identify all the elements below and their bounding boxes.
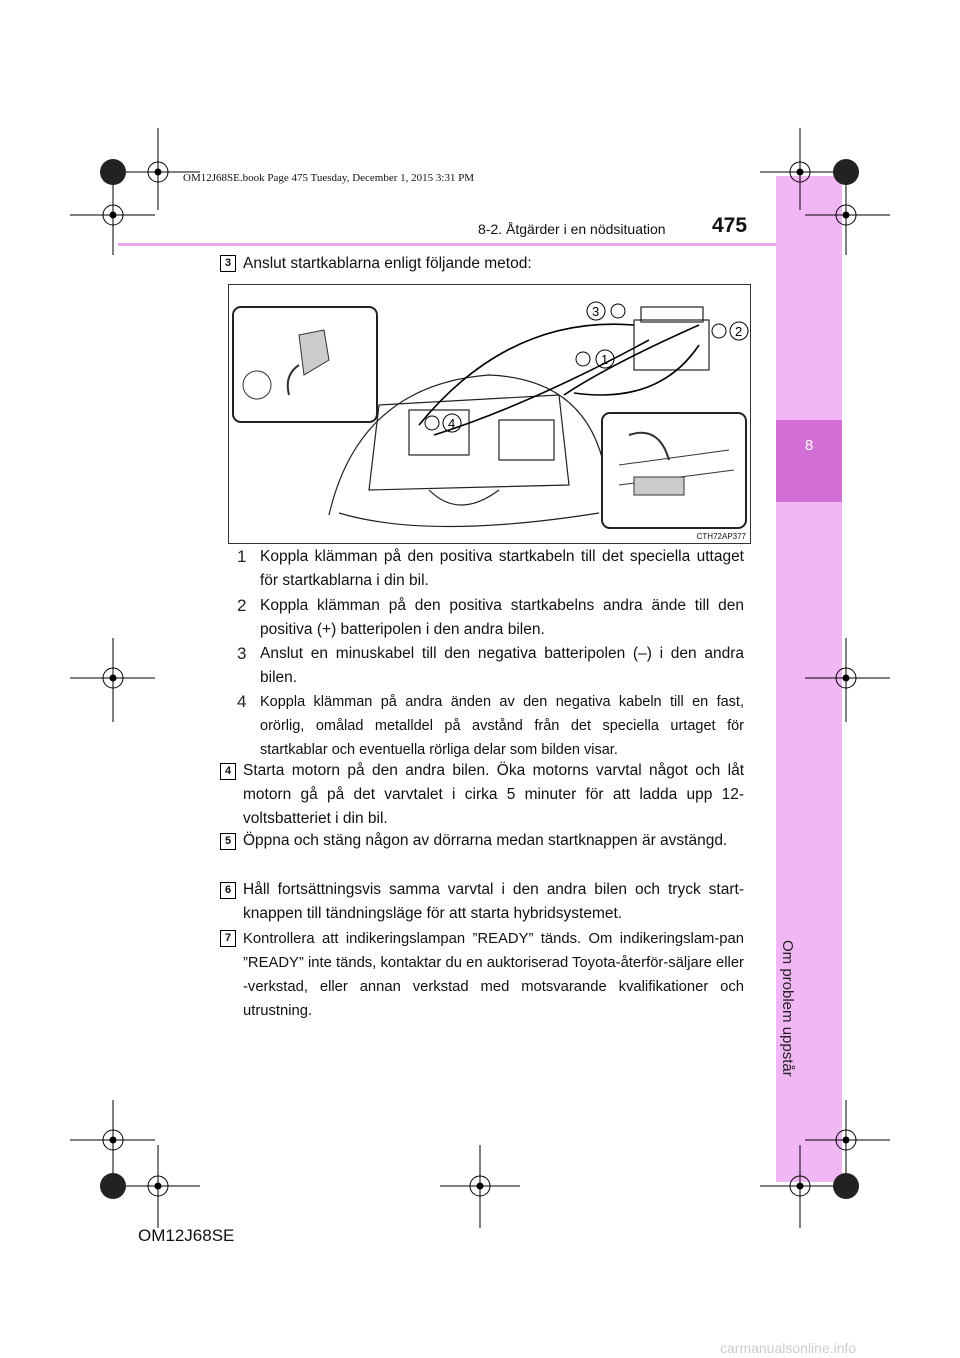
figure-code: CTH72AP377	[696, 532, 746, 541]
step-number-badge: 4	[220, 763, 236, 780]
crosshair-mark	[760, 1145, 842, 1228]
crosshair-mark	[118, 128, 200, 210]
chapter-title: Om problem uppstår	[779, 940, 796, 1077]
crosshair-mark	[805, 175, 890, 255]
callout-1	[576, 350, 614, 368]
crosshair-mark	[440, 1145, 520, 1228]
section-title: 8-2. Åtgärder i en nödsituation	[478, 221, 666, 237]
callout-3	[587, 302, 625, 320]
substep-number: 4	[237, 692, 247, 711]
page-number: 475	[712, 214, 748, 237]
svg-text:1: 1	[601, 352, 609, 367]
callout-2	[712, 322, 748, 340]
chapter-number: 8	[804, 437, 814, 454]
step-text: Öppna och stäng någon av dörrarna medan startknappen är avstängd.	[243, 832, 728, 849]
step-text: Kontrollera att indikeringslampan ”READY” tänds. Om indikeringslam-pan ”READY” inte tänds, kontaktar du en auktoriserad Toyota-återför-säljare eller -verkstad, eller annan verkstad med motsvarande kvalifikationer och utrustning.	[243, 931, 744, 1019]
step-number-badge: 7	[220, 930, 236, 947]
crosshair-mark	[70, 1100, 155, 1182]
substep-text: Koppla klämman på den positiva startkabeln till det speciella uttaget för startkablarna i din bil.	[260, 548, 744, 589]
crosshair-mark	[760, 128, 842, 210]
crosshair-mark	[805, 638, 890, 722]
substep-text: Koppla klämman på andra änden av den negativa kabeln till en fast, orörlig, omålad metalldel på avstånd från det speciella urtaget för startkablar och eventuella rörliga delar som bilden visar.	[260, 694, 744, 758]
step-number-badge: 3	[220, 255, 236, 272]
step-number-badge: 5	[220, 833, 236, 850]
crosshair-mark	[805, 1100, 890, 1182]
substep-number: 1	[237, 547, 247, 566]
crosshair-mark	[118, 1145, 200, 1228]
svg-text:4: 4	[448, 416, 456, 431]
file-stamp: OM12J68SE.book Page 475 Tuesday, December 1, 2015 3:31 PM	[183, 172, 475, 184]
substep-text: Koppla klämman på den positiva startkabelns andra ände till den positiva (+) batteripolen i den andra bilen.	[260, 597, 744, 638]
manual-code: OM12J68SE	[138, 1226, 235, 1245]
svg-text:2: 2	[735, 324, 743, 339]
step-text: Starta motorn på den andra bilen. Öka motorns varvtal något och låt motorn gå på det varvtalet i cirka 5 minuter för att ladda upp 12-voltsbatteriet i din bil.	[243, 762, 744, 827]
header-rule	[118, 243, 776, 246]
engine-bay-drawing	[229, 285, 750, 543]
svg-text:3: 3	[592, 304, 600, 319]
step-text: Håll fortsättningsvis samma varvtal i den andra bilen och tryck start-knappen till tändningsläge för att starta hybridsystemet.	[243, 881, 744, 922]
crosshair-mark	[70, 638, 155, 722]
substep-number: 2	[237, 596, 247, 615]
substep-number: 3	[237, 644, 247, 663]
step-text: Anslut startkablarna enligt följande metod:	[243, 255, 532, 272]
jump-start-illustration	[228, 284, 751, 544]
watermark: carmanualsonline.info	[720, 1340, 857, 1356]
step-number-badge: 6	[220, 882, 236, 899]
substep-text: Anslut en minuskabel till den negativa batteripolen (–) i den andra bilen.	[260, 645, 744, 686]
callout-4	[425, 414, 461, 432]
